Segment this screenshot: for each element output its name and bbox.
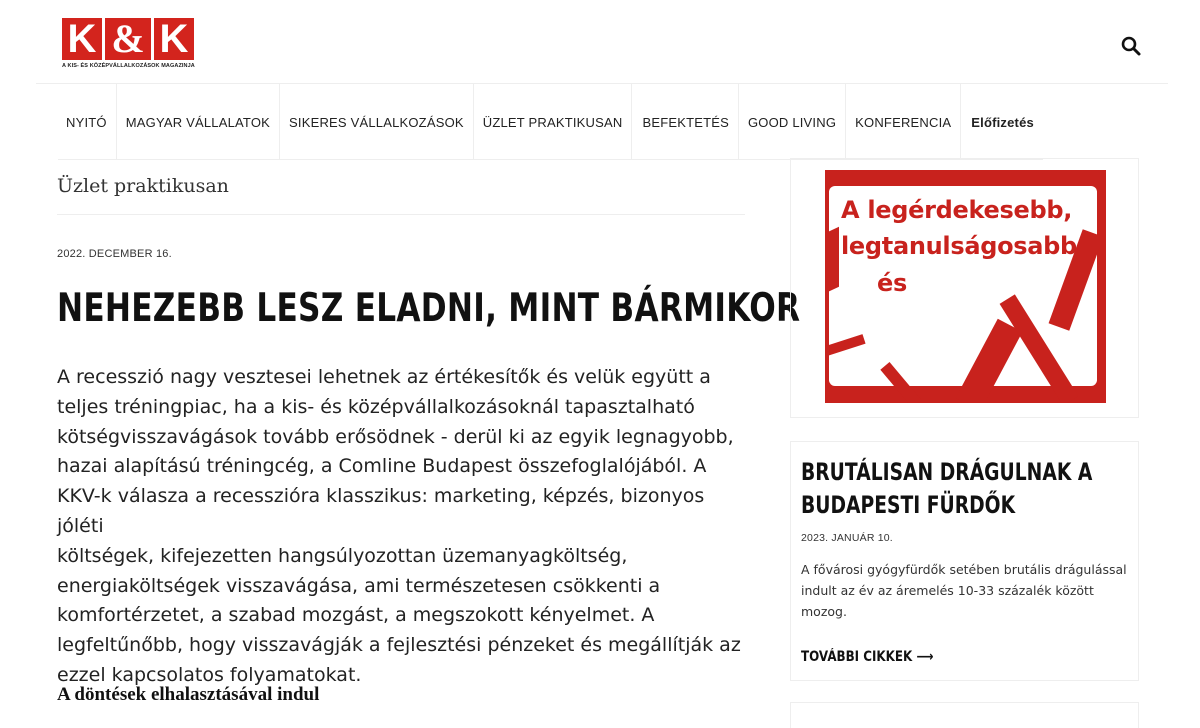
- search-icon: [1120, 35, 1142, 57]
- nav-item-elofizetes[interactable]: Előfizetés: [971, 114, 1034, 130]
- article-subheading: A döntések elhalasztásával indul: [57, 684, 320, 705]
- more-articles-link[interactable]: TOVÁBBI CIKKEK ⟶: [801, 649, 934, 665]
- card-excerpt: A fővárosi gyógyfürdők setében brutális drágulással indult az év az áremelés 10-33 százalék között mozog.: [801, 562, 1127, 619]
- ad-headline-line: legtanulságosabb: [841, 232, 1077, 260]
- main-nav: [58, 84, 1043, 160]
- logo-tagline: A KIS- ÉS KÖZÉPVÁLLALKOZÁSOK MAGAZINJA: [62, 63, 195, 69]
- nav-item-befektetes[interactable]: BEFEKTETÉS: [632, 84, 739, 160]
- article-body-line: teljes tréningpiac, ha a kis- és középvállalkozásoknál tapasztalható: [57, 395, 695, 418]
- site-logo[interactable]: [62, 18, 194, 73]
- nav-item-uzlet-praktikusan[interactable]: ÜZLET PRAKTIKUSAN: [474, 84, 633, 160]
- article-title: NEHEZEBB LESZ ELADNI, MINT BÁRMIKOR: [57, 286, 801, 331]
- article-body-line: költségek, kifejezetten hangsúlyozottan üzemanyagköltség,: [57, 544, 628, 567]
- ad-splash-shape: [825, 227, 839, 294]
- related-article-card: [790, 441, 1139, 681]
- section-label[interactable]: Üzlet praktikusan: [57, 175, 229, 197]
- nav-item-konferencia[interactable]: KONFERENCIA: [846, 84, 961, 160]
- sidebar-ad[interactable]: [790, 158, 1139, 418]
- logo-letter-k: K: [154, 18, 194, 60]
- article-date: 2022. DECEMBER 16.: [57, 248, 172, 260]
- nav-item-nyito[interactable]: NYITÓ: [58, 84, 117, 160]
- logo-blocks: [62, 18, 194, 60]
- ad-banner[interactable]: [825, 170, 1106, 403]
- article-body-line: energiaköltségek visszavágása, ami természetesen csökkenti a: [57, 574, 661, 597]
- article-body-line: komfortérzetet, a szabad mozgást, a megszokott kényelmet. A: [57, 604, 655, 627]
- divider: [57, 214, 745, 215]
- article-body-line: KKV-k válasza a recesszióra klasszikus: marketing, képzés, bizonyos jóléti: [57, 485, 705, 537]
- nav-item-good-living[interactable]: GOOD LIVING: [739, 84, 846, 160]
- article-body-line: ezzel kapcsolatos folyamatokat.: [57, 663, 362, 686]
- nav-item-sikeres-vallalkozasok[interactable]: SIKERES VÁLLALKOZÁSOK: [280, 84, 474, 160]
- ad-headline-line: A legérdekesebb,: [841, 196, 1073, 224]
- card-date: 2023. JANUÁR 10.: [801, 532, 893, 544]
- next-sidebar-card: [790, 702, 1139, 728]
- card-title[interactable]: BRUTÁLISAN DRÁGULNAK A BUDAPESTI FÜRDŐK: [801, 458, 1093, 519]
- ad-headline-line: és: [877, 269, 907, 297]
- search-button[interactable]: [1120, 35, 1142, 57]
- nav-item-magyar-vallalatok[interactable]: MAGYAR VÁLLALATOK: [117, 84, 280, 160]
- article-body-line: hazai alapítású tréningcég, a Comline Budapest összefoglalójából. A: [57, 455, 707, 478]
- article-body-line: kötségvisszavágások tovább erősödnek - derül ki az egyik legnagyobb,: [57, 425, 734, 448]
- article-body-line: A recesszió nagy vesztesei lehetnek az értékesítők és velük együtt a: [57, 366, 711, 388]
- article-body-line: legfeltűnőbb, hogy visszavágják a fejlesztési pénzeket és megállítják az: [57, 634, 741, 657]
- site-header: [36, 0, 1168, 84]
- logo-letter-k: K: [62, 18, 102, 60]
- logo-ampersand: &: [105, 18, 151, 60]
- article-body: [57, 363, 753, 691]
